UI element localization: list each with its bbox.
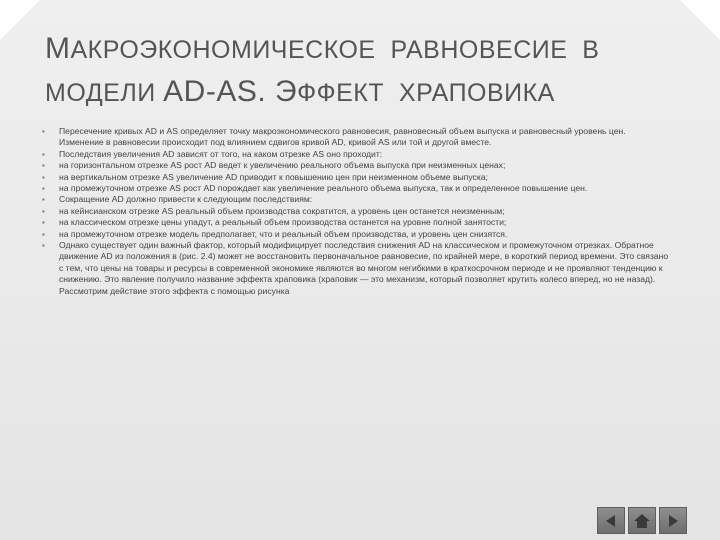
list-item-text: на кейнсианском отрезке AS реальный объем производства сократится, а уровень цен останется неизменным;	[59, 205, 505, 216]
title-emphasis: AD-AS. Э	[163, 75, 298, 108]
slide-corner-decoration	[0, 0, 40, 40]
list-item-text: на горизонтальном отрезке AS рост AD ведет к увеличению реального объема выпуска при неизменных ценах;	[59, 160, 506, 171]
bullet-icon: ▪	[42, 229, 45, 239]
title-line-1	[45, 28, 705, 71]
bullet-icon: ▪	[42, 161, 45, 171]
list-item	[42, 160, 672, 171]
title-text: ФФЕКТ ХРАПОВИКА	[297, 79, 555, 107]
bullet-icon: ▪	[42, 172, 45, 182]
list-item-text: на вертикальном отрезке AS увеличение AD приводит к повышению цен при неизменном объеме выпуска;	[59, 171, 488, 182]
list-item-text: на классическом отрезке цены упадут, а реальный объем производства останется на уровне полной занятости;	[59, 217, 507, 228]
next-icon	[665, 513, 681, 529]
list-item	[42, 126, 672, 149]
title-text: АКРОЭКОНОМИЧЕСКОЕ РАВНОВЕСИЕ В	[70, 36, 600, 64]
bullet-icon: ▪	[42, 206, 45, 216]
list-item-text: на промежуточном отрезке AS рост AD порождает как увеличение реального объема выпуска, так и определенное повышение цен.	[59, 183, 588, 194]
bullet-icon: ▪	[42, 184, 45, 194]
slide-title	[45, 28, 705, 114]
slide-navigation	[597, 507, 687, 534]
home-icon	[633, 513, 651, 529]
bullet-list	[42, 126, 672, 297]
title-initial: М	[45, 32, 71, 65]
previous-slide-button[interactable]	[597, 507, 625, 534]
list-item	[42, 183, 672, 194]
list-item	[42, 240, 672, 297]
title-text: МОДЕЛИ	[45, 79, 164, 107]
list-item	[42, 206, 672, 217]
bullet-icon: ▪	[42, 241, 45, 251]
list-item-text: на промежуточном отрезке модель предполагает, что и реальный объем производства, и уровень цен снизятся.	[59, 228, 508, 239]
list-item-text: Пересечение кривых AD и AS определяет точку макроэкономического равновесия, равновесный объем выпуска и равновесный уровень цен. Изменение в равновесии происходит под влиянием сдвигов кривой AD, кривой AS или той и другой вместе.	[59, 126, 626, 148]
bullet-icon: ▪	[42, 149, 45, 159]
list-item	[42, 229, 672, 240]
list-item-text: Сокращение AD должно привести к следующим последствиям:	[59, 194, 313, 205]
bullet-icon: ▪	[42, 127, 45, 136]
list-item-text: Последствия увеличения AD зависят от того, на каком отрезке AS оно проходит:	[59, 148, 383, 159]
bullet-icon: ▪	[42, 218, 45, 228]
home-button[interactable]	[628, 507, 656, 534]
next-slide-button[interactable]	[659, 507, 687, 534]
prev-icon	[603, 513, 619, 529]
list-item	[42, 194, 672, 205]
list-item	[42, 149, 672, 160]
title-line-2	[45, 71, 705, 114]
bullet-icon: ▪	[42, 195, 45, 205]
list-item	[42, 217, 672, 228]
list-item-text: Однако существует один важный фактор, который модифицирует последствия снижения AD на классическом и промежуточном отрезках. Обратное движение AD из положения в (рис. 2.4) может не восстановить первоначальное равновесие, по крайней мере, в короткий период времени. Это связано с тем, что цены на товары и ресурсы в современной экономике являются во многом негибкими в краткосрочном периоде и не проявляют тенденцию к снижению. Это явление получило название эффекта храповика (храповик — это механизм, который позволяет крутить колесо вперед, но не назад). Рассмотрим действие этого эффекта с помощью рисунка	[59, 240, 669, 296]
list-item	[42, 172, 672, 183]
